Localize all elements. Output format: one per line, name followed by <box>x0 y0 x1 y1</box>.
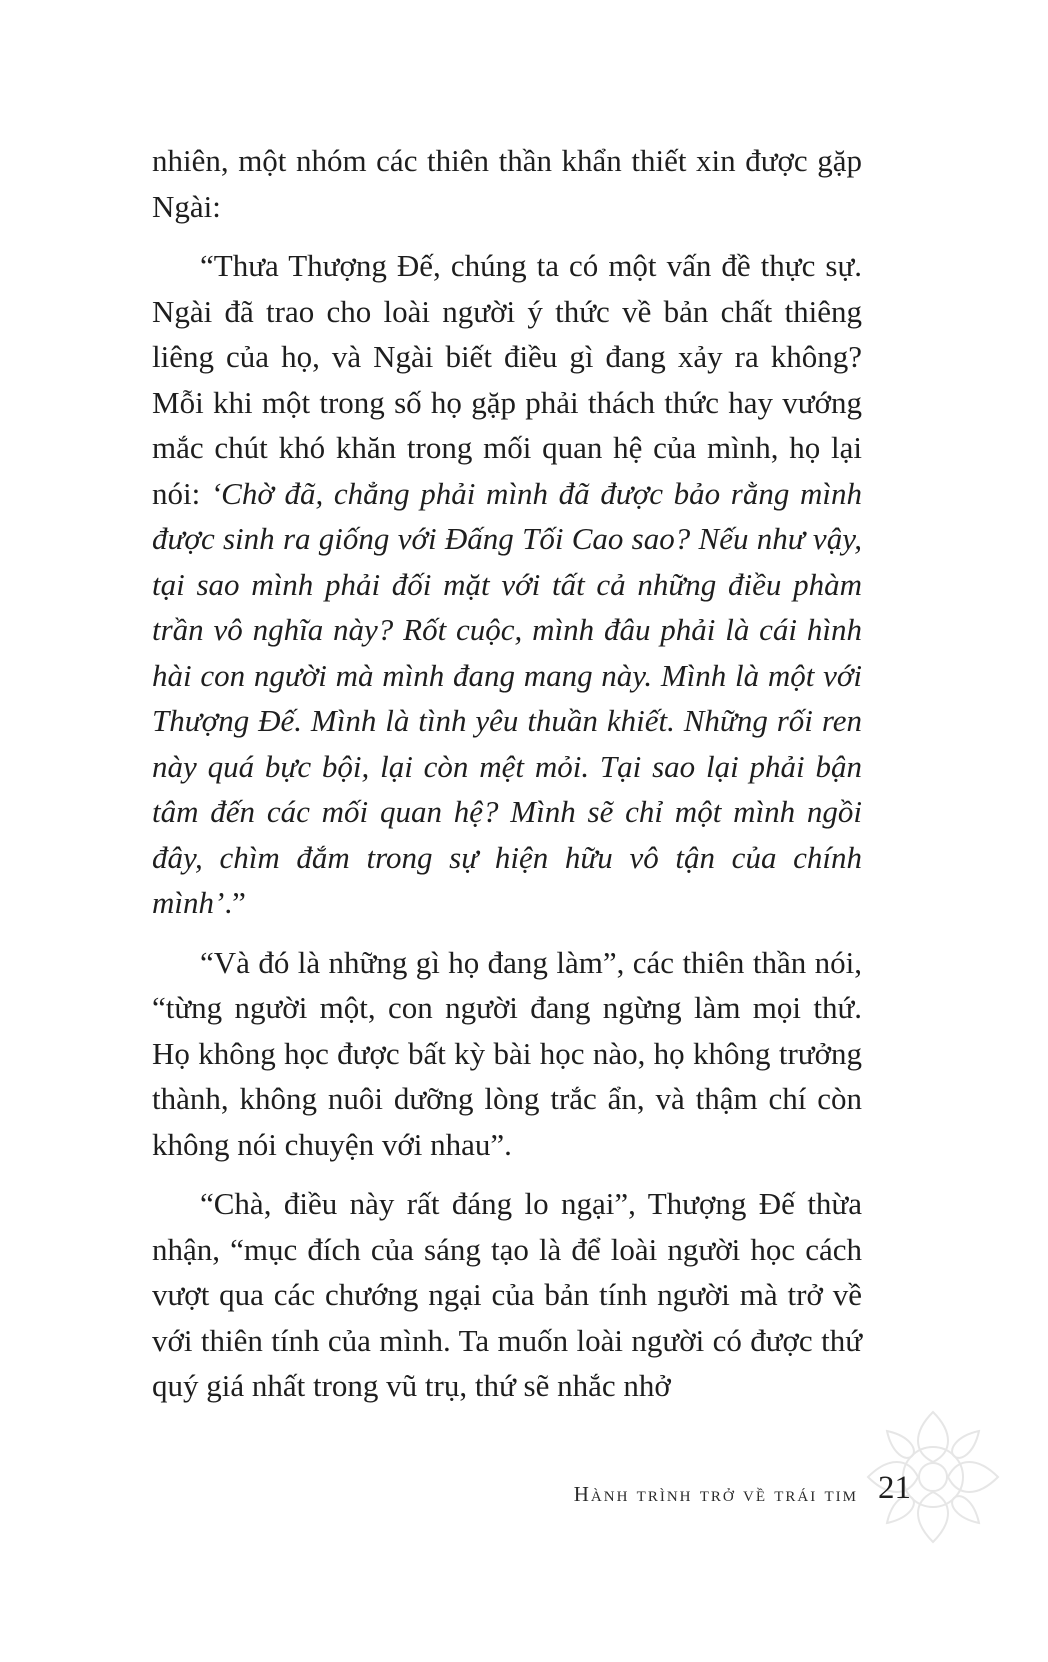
running-title: Hành trình trở về trái tim <box>573 1482 858 1506</box>
paragraph-4: “Chà, điều này rất đáng lo ngại”, Thượng Đế thừa nhận, “mục đích của sáng tạo là để loài người học cách vượt qua các chướng ngại của bản tính người mà trở về với thiên tính của mình. Ta muốn loài người có được thứ quý giá nhất trong vũ trụ, thứ sẽ nhắc nhở <box>152 1186 862 1403</box>
paragraph-2-roman: “Thưa Thượng Đế, chúng ta có một vấn đề thực sự. Ngài đã trao cho loài người ý thức về bản chất thiêng liêng của họ, và Ngài biết điều gì đang xảy ra không? Mỗi khi một trong số họ gặp phải thách thức hay vướng mắc chút khó khăn trong mối quan hệ của mình, họ lại nói: <box>152 248 862 511</box>
paragraph-2-closing: .” <box>224 885 246 920</box>
paragraph-3: “Và đó là những gì họ đang làm”, các thiên thần nói, “từng người một, con người đang ngừng làm mọi thứ. Họ không học được bất kỳ bài học nào, họ không trưởng thành, không nuôi dưỡng lòng trắc ẩn, và thậm chí còn không nói chuyện với nhau”. <box>152 944 862 1162</box>
body-text <box>152 138 862 1423</box>
paragraph-2 <box>152 243 862 926</box>
paragraph-2-italic-quote: ‘Chờ đã, chẳng phải mình đã được bảo rằng mình được sinh ra giống với Đấng Tối Cao sao? Nếu như vậy, tại sao mình phải đối mặt với tất cả những điều phàm trần vô nghĩa này? Rốt cuộc, mình đâu phải là cái hình hài con người mà mình đang mang này. Mình là một với Thượng Đế. Mình là tình yêu thuần khiết. Những rối ren này quá bực bội, lại còn mệt mỏi. Tại sao lại phải bận tâm đến các mối quan hệ? Mình sẽ chỉ một mình ngồi đây, chìm đắm trong sự hiện hữu vô tận của chính mình’ <box>152 475 862 920</box>
paragraph-1: nhiên, một nhóm các thiên thần khẩn thiết xin được gặp Ngài: <box>152 143 862 224</box>
page-number: 21 <box>878 1470 911 1506</box>
page-footer <box>0 1468 1048 1528</box>
